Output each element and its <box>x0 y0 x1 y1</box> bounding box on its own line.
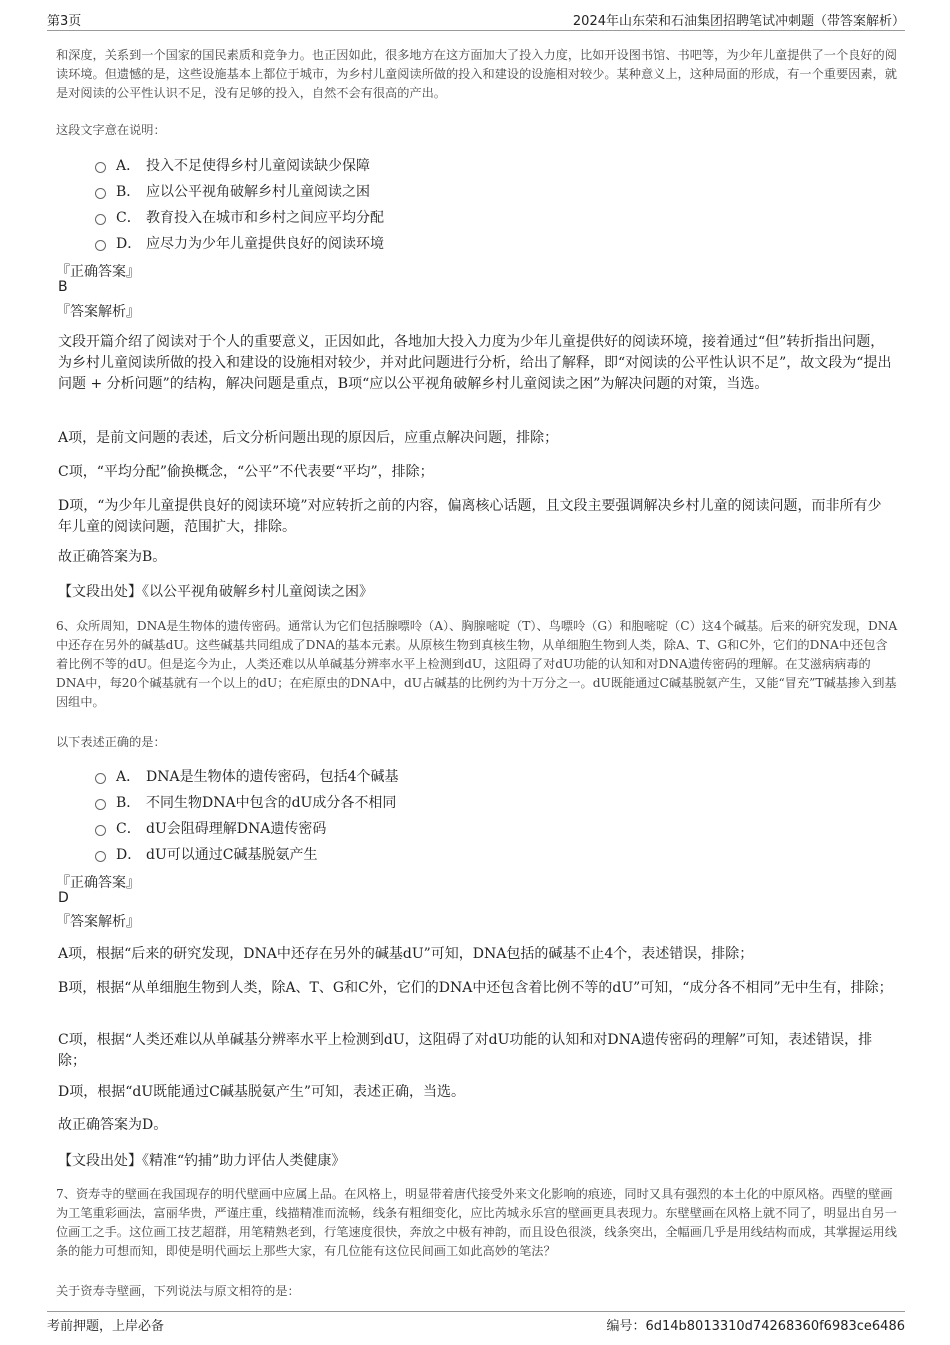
footer-id-code: 6d14b8013310d74268360f6983ce6486 <box>645 1319 905 1334</box>
q7-question: 关于资寿寺壁画，下列说法与原文相符的是： <box>56 1284 300 1298</box>
radio-icon[interactable] <box>95 240 106 251</box>
q5-option-c[interactable] <box>95 207 384 227</box>
radio-icon[interactable] <box>95 799 106 810</box>
q6-analysis-c: C项，根据“人类还难以从单碱基分辨率水平上检测到dU，这阻碍了对dU功能的认知和对DNA遗传密码的理解”可知，表述错误，排除； <box>58 1032 873 1069</box>
option-key: D． <box>116 236 142 252</box>
page-footer <box>47 1311 905 1342</box>
option-text: 应以公平视角破解乡村儿童阅读之困 <box>146 184 370 200</box>
option-text: 不同生物DNA中包含的dU成分各不相同 <box>146 795 397 811</box>
option-text: 投入不足使得乡村儿童阅读缺少保障 <box>146 158 370 174</box>
q5-analysis-main: 文段开篇介绍了阅读对于个人的重要意义，正因如此，各地加大投入力度为少年儿童提供好的阅读环境，接着通过“但”转折指出问题，为乡村儿童阅读所做的投入和建设的设施相对较少，并对此问题进行分析，给出了解释，即“对阅读的公平性认识不足”，故文段为“提出问题 + 分析问题”的结构，解决问题是重点，B项“应以公平视角破解乡村儿童阅读之困”为解决问题的对策，当选。 <box>58 334 892 392</box>
q6-option-d[interactable] <box>95 844 317 864</box>
option-key: B． <box>116 795 141 811</box>
q5-option-a[interactable] <box>95 155 370 175</box>
q6-answer: D <box>58 890 69 906</box>
option-key: C． <box>116 210 141 226</box>
option-text: 教育投入在城市和乡村之间应平均分配 <box>146 210 384 226</box>
option-key: D． <box>116 847 142 863</box>
footer-id-label: 编号： <box>606 1319 646 1334</box>
q5-question: 这段文字意在说明： <box>56 123 166 137</box>
q5-analysis-c: C项，“平均分配”偷换概念，“公平”不代表要“平均”，排除； <box>58 464 434 480</box>
q6-conclusion: 故正确答案为D。 <box>58 1117 168 1133</box>
q6-question: 以下表述正确的是： <box>56 735 166 749</box>
q5-passage-tail: 和深度，关系到一个国家的国民素质和竞争力。也正因如此，很多地方在这方面加大了投入力度，比如开设图书馆、书吧等，为少年儿童提供了一个良好的阅读环境。但遗憾的是，这些设施基本上都位于城市，为乡村儿童阅读所做的投入和建设的设施相对较少。某种意义上，这种局面的形成，有一个重要因素，就是对阅读的公平性认识不足，没有足够的投入，自然不会有很高的产出。 <box>56 48 897 100</box>
radio-icon[interactable] <box>95 773 106 784</box>
q6-passage: 6、众所周知，DNA是生物体的遗传密码。通常认为它们包括腺嘌呤（A）、胸腺嘧啶（T）、鸟嘌呤（G）和胞嘧啶（C）这4个碱基。后来的研究发现，DNA中还存在另外的碱基dU。这些碱基共同组成了DNA的基本元素。从原核生物到真核生物，从单细胞生物到人类，除A、T、G和C外，它们的DNA中还包含着比例不等的dU。但是迄今为止，人类还难以从单碱基分辨率水平上检测到dU，这阻碍了对dU功能的认知和对DNA遗传密码的理解。在艾滋病病毒的DNA中，每20个碱基就有一个以上的dU；在疟原虫的DNA中，dU占碱基的比例约为十万分之一。dU既能通过C碱基脱氨产生，又能“冒充”T碱基掺入到基因组中。 <box>56 619 898 709</box>
q5-analysis-label: 『答案解析』 <box>56 304 140 320</box>
q5-analysis-d: D项，“为少年儿童提供良好的阅读环境”对应转折之前的内容，偏离核心话题，且文段主要强调解决乡村儿童的阅读问题，而非所有少年儿童的阅读问题，范围扩大，排除。 <box>58 498 882 535</box>
radio-icon[interactable] <box>95 188 106 199</box>
q5-conclusion: 故正确答案为B。 <box>58 549 167 565</box>
option-key: B． <box>116 184 141 200</box>
q6-option-b[interactable] <box>95 792 396 812</box>
option-text: dU会阻碍理解DNA遗传密码 <box>146 821 327 837</box>
q5-answer-label: 『正确答案』 <box>56 264 140 280</box>
option-text: dU可以通过C碱基脱氨产生 <box>146 847 318 863</box>
q7-passage: 7、资寿寺的壁画在我国现存的明代壁画中应属上品。在风格上，明显带着唐代接受外来文化影响的痕迹，同时又具有强烈的本土化的中原风格。西壁的壁画为工笔重彩画法，富丽华贵，严谨庄重，线描精准而流畅，线条有粗细变化，应比芮城永乐宫的壁画更具表现力。东壁壁画在风格上就不同了，明显出自另一位画工之手。这位画工技艺超群，用笔精熟老到，行笔速度很快，奔放之中极有神韵，而且设色很淡，线条突出，全幅画几乎是用线结构而成，其掌握运用线条的能力可想而知，即使是明代画坛上那些大家，有几位能有这位民间画工如此高妙的笔法？ <box>56 1187 897 1258</box>
option-key: A． <box>116 158 141 174</box>
footer-slogan: 考前押题，上岸必备 <box>47 1319 165 1334</box>
radio-icon[interactable] <box>95 851 106 862</box>
document-title: 2024年山东荣和石油集团招聘笔试冲刺题（带答案解析） <box>572 14 905 29</box>
q6-option-a[interactable] <box>95 766 399 786</box>
option-key: A． <box>116 769 141 785</box>
q6-analysis-b: B项，根据“从单细胞生物到人类，除A、T、G和C外，它们的DNA中还包含着比例不等的dU”可知，“成分各不相同”无中生有，排除； <box>58 980 893 996</box>
q5-answer: B <box>58 279 68 295</box>
radio-icon[interactable] <box>95 214 106 225</box>
page-number: 第3页 <box>47 14 82 29</box>
radio-icon[interactable] <box>95 162 106 173</box>
q5-source: 【文段出处】《以公平视角破解乡村儿童阅读之困》 <box>58 584 373 600</box>
radio-icon[interactable] <box>95 825 106 836</box>
option-text: 应尽力为少年儿童提供良好的阅读环境 <box>146 236 384 252</box>
footer-id <box>606 1315 905 1334</box>
q6-analysis-label: 『答案解析』 <box>56 914 140 930</box>
q6-analysis-d: D项，根据“dU既能通过C碱基脱氨产生”可知，表述正确，当选。 <box>58 1084 466 1100</box>
q5-option-d[interactable] <box>95 233 384 253</box>
q6-analysis-a: A项，根据“后来的研究发现，DNA中还存在另外的碱基dU”可知，DNA包括的碱基不止4个，表述错误，排除； <box>58 946 754 962</box>
page-header <box>47 8 905 31</box>
q6-source: 【文段出处】《精准“钓捕”助力评估人类健康》 <box>58 1153 346 1169</box>
q6-answer-label: 『正确答案』 <box>56 875 140 891</box>
option-key: C． <box>116 821 141 837</box>
option-text: DNA是生物体的遗传密码，包括4个碱基 <box>146 769 399 785</box>
q6-option-c[interactable] <box>95 818 326 838</box>
q5-option-b[interactable] <box>95 181 370 201</box>
q5-analysis-a: A项，是前文问题的表述，后文分析问题出现的原因后，应重点解决问题，排除； <box>58 430 559 446</box>
